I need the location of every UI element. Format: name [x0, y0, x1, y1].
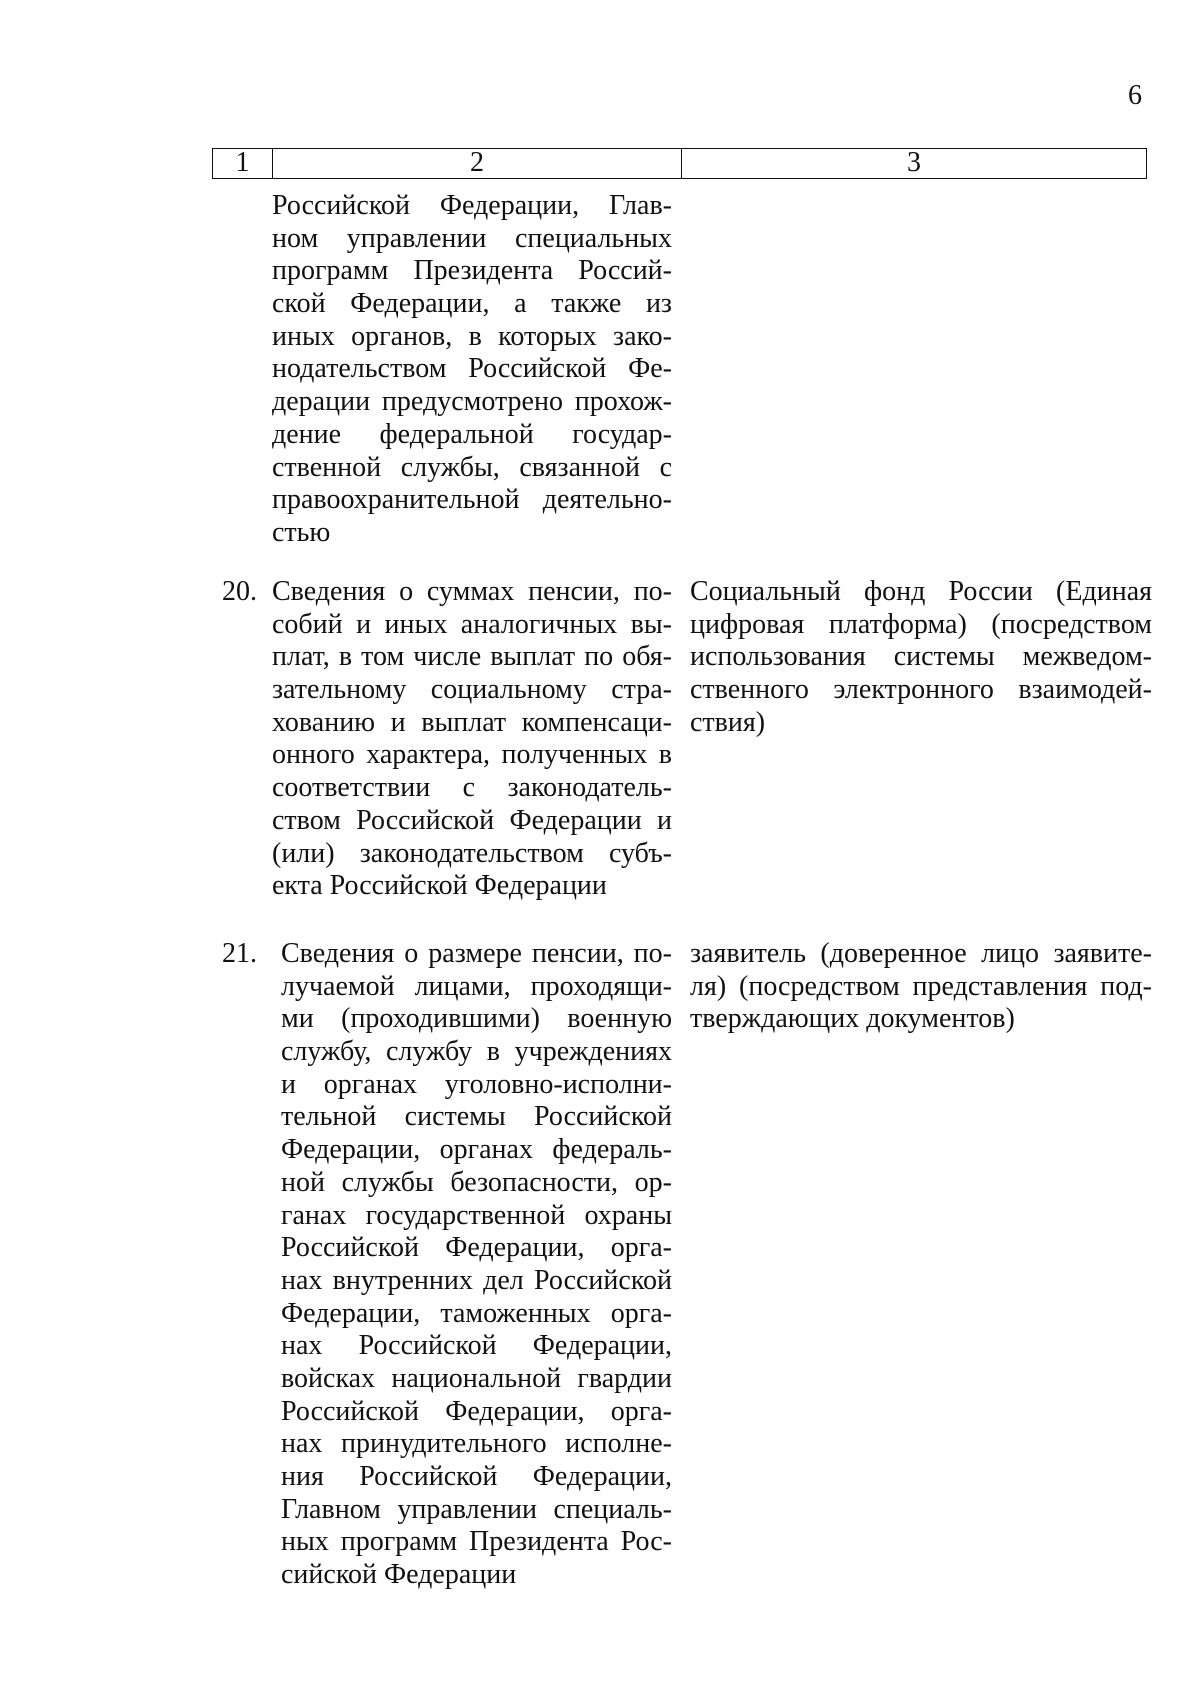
row-20-col3 — [690, 576, 1152, 739]
text-line: использования системы межведом- — [690, 641, 1152, 673]
text-line: собий и иных аналогичных вы- — [272, 608, 672, 640]
text-line: хованию и выплат компенсаци- — [272, 706, 672, 738]
text-line: ной службы безопасности, ор- — [281, 1166, 672, 1198]
page-number: 6 — [1128, 80, 1142, 111]
text-line: войсках национальной гвардии — [281, 1362, 672, 1394]
table-header — [212, 148, 1147, 179]
text-line: тельной системы Российской — [281, 1101, 672, 1133]
text-line: зательному социальному стра- — [272, 674, 672, 706]
header-col-1: 1 — [213, 149, 273, 178]
text-line: ганах государственной охраны — [281, 1199, 672, 1231]
header-col-3: 3 — [907, 147, 921, 178]
text-line: Российской Федерации, Глав- — [272, 190, 672, 221]
text-line: стью — [272, 516, 331, 548]
text-line: нах принудительного исполне- — [281, 1428, 672, 1460]
text-line: лучаемой лицами, проходящи- — [281, 970, 672, 1002]
text-line: Российской Федерации, орга- — [281, 1232, 672, 1264]
text-line: нодательством Российской Фе- — [272, 353, 672, 385]
text-line: Социальный фонд России (Единая — [690, 576, 1152, 607]
text-line: цифровая платформа) (посредством — [690, 608, 1152, 640]
text-line: и органах уголовно-исполни- — [281, 1068, 672, 1100]
text-line: дерации предусмотрено прохож- — [272, 386, 672, 418]
text-line: нах внутренних дел Российской — [281, 1264, 672, 1296]
text-line: ством Российской Федерации и — [272, 804, 672, 836]
text-line: сийской Федерации — [281, 1559, 517, 1591]
text-line: ном управлении специальных — [272, 222, 672, 254]
continued-row-col2 — [272, 190, 672, 550]
text-line: ской Федерации, а также из — [272, 288, 672, 320]
text-line: правоохранительной деятельно- — [272, 484, 672, 516]
text-line: плат, в том числе выплат по обя- — [272, 641, 672, 673]
text-line: ных программ Президента Рос- — [281, 1526, 672, 1558]
text-line: заявитель (доверенное лицо заявите- — [690, 938, 1152, 969]
text-line: иных органов, в которых зако- — [272, 320, 672, 352]
text-line: нах Российской Федерации, — [281, 1330, 672, 1362]
text-line: ми (проходившими) военную — [281, 1003, 672, 1035]
row-21-col3 — [690, 938, 1152, 1036]
header-col-2: 2 — [273, 149, 682, 178]
text-line: тверждающих документов) — [690, 1003, 1015, 1035]
text-line: дение федеральной государ- — [272, 418, 672, 450]
text-line: соответствии с законодатель- — [272, 772, 672, 804]
text-line: Сведения о суммах пенсии, по- — [272, 576, 672, 607]
row-number: 21. — [222, 938, 257, 969]
text-line: ля) (посредством представления под- — [690, 970, 1152, 1002]
text-line: Федерации, органах федераль- — [281, 1134, 672, 1166]
text-line: Федерации, таможенных орга- — [281, 1297, 672, 1329]
row-number: 20. — [222, 576, 257, 607]
row-21-col2 — [281, 938, 672, 1592]
text-line: Российской Федерации, орга- — [281, 1395, 672, 1427]
text-line: программ Президента Россий- — [272, 255, 672, 287]
text-line: Сведения о размере пенсии, по- — [281, 938, 672, 969]
text-line: (или) законодательством субъ- — [272, 837, 672, 869]
text-line: Главном управлении специаль- — [281, 1493, 672, 1525]
text-line: ния Российской Федерации, — [281, 1461, 672, 1492]
text-line: екта Российской Федерации — [272, 870, 607, 902]
text-line: ствия) — [690, 706, 766, 738]
row-20-col2 — [272, 576, 672, 903]
text-line: ственной службы, связанной с — [272, 451, 672, 483]
text-line: службу, службу в учреждениях — [281, 1036, 672, 1068]
text-line: онного характера, полученных в — [272, 739, 672, 771]
text-line: ственного электронного взаимодей- — [690, 674, 1152, 706]
